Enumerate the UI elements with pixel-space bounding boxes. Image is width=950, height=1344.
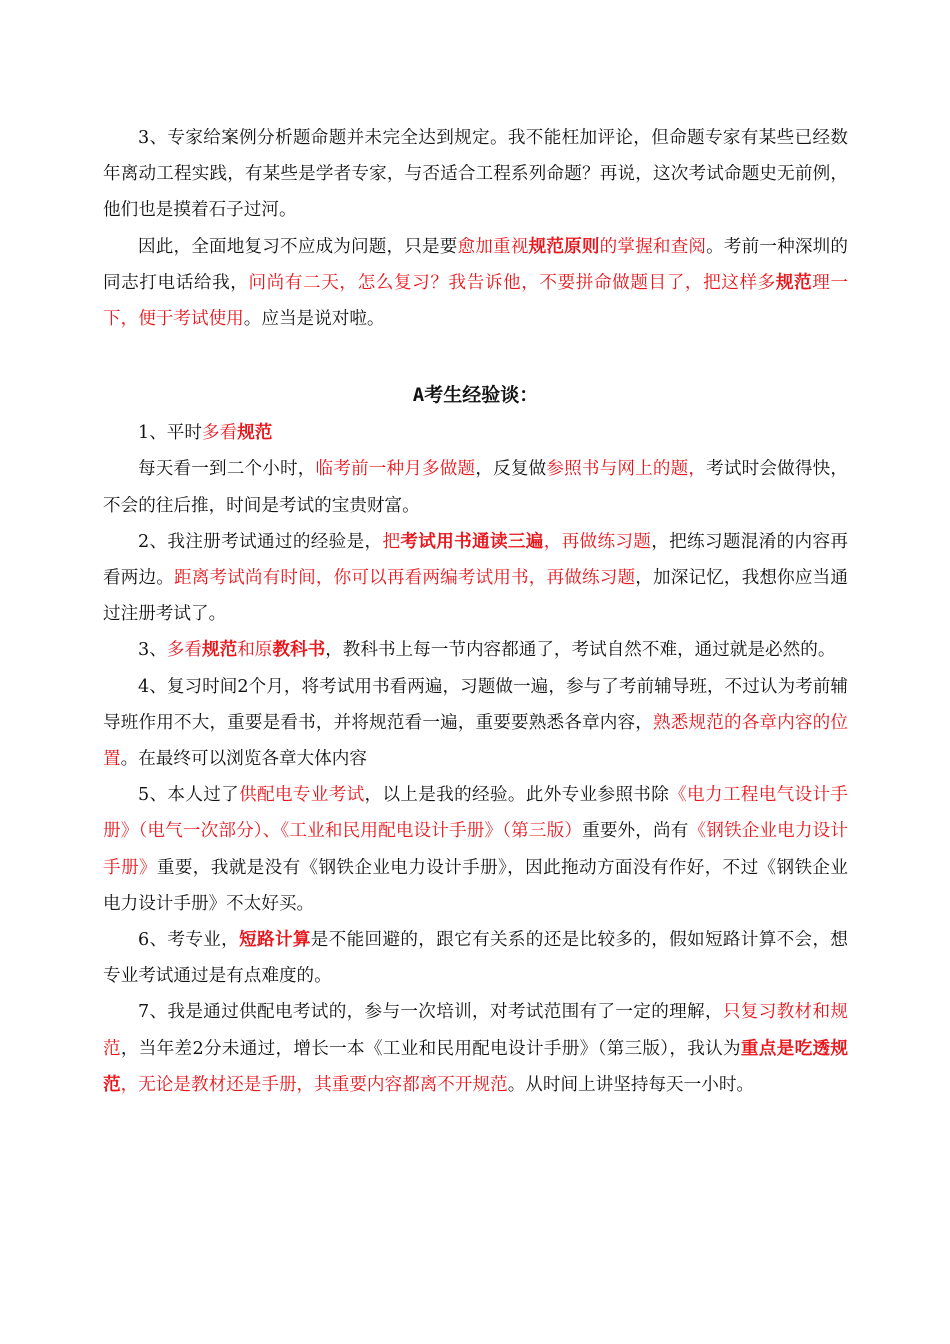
experience-section — [103, 415, 848, 1103]
highlight-run: 短路计算 — [239, 929, 311, 951]
highlight-run: 考试用书通读三遍 — [400, 530, 544, 552]
highlight-run: 《钢铁企业电力设计手册》 — [103, 821, 848, 878]
text-run: 重要外，尚有 — [582, 821, 689, 842]
text-run: ，以上是我的经验。此外专业参照书除 — [364, 785, 670, 806]
text-run: 1、平时 — [138, 423, 202, 444]
text-run: 。从时间上讲坚持每天一小时。 — [507, 1074, 755, 1095]
text-run: 是不能回避的，跟它有关系的还是比较多的，假如短路计算不会，想专业考试通过是有点难度的。 — [103, 930, 848, 987]
highlight-run: 愈加重视 — [457, 236, 529, 257]
highlight-run: 参照书与网上的题， — [546, 459, 707, 480]
highlight-run: 临考前一种月多做题 — [315, 459, 476, 480]
text-run: ，加深记忆，我想你应当通过注册考试了。 — [103, 568, 848, 625]
text-run: ，反复做 — [475, 459, 547, 480]
highlight-run: 重点是吃透规范 — [103, 1037, 848, 1095]
text-run: 3、 — [138, 640, 167, 661]
highlight-run: ，无论是教材还是手册，其重要内容都离不开规范 — [120, 1074, 508, 1095]
highlight-run: 教科书 — [272, 639, 326, 661]
highlight-run: 熟悉规范的各章内容的位置 — [103, 712, 848, 770]
text-run: 2、我注册考试通过的经验是， — [138, 531, 383, 552]
highlight-run: 规范 — [775, 271, 813, 293]
highlight-run: 多看 — [166, 640, 202, 661]
text-run: ，把练习题混淆的内容再看两边。 — [103, 531, 848, 589]
highlight-run: 《电力工程电气设计手册》（电气一次部分）、《工业和民用配电设计手册》（第三版） — [103, 785, 848, 842]
text-run: ，当年差2分未通过，增长一本《工业和民用配电设计手册》（第三版），我认为 — [120, 1038, 741, 1059]
text-run: 4、复习时间2个月，将考试用书看两遍，习题做一遍，参与了考前辅导班，不过认为考前辅导班作用不大，重要是看书，并将规范看一遍，重要要熟悉各章内容， — [103, 676, 848, 733]
highlight-run: 把 — [382, 531, 401, 552]
text-run: 5、本人过了 — [138, 785, 240, 806]
highlight-run: ，再做练习题 — [543, 531, 652, 552]
tip-7 — [103, 994, 848, 1103]
text-run: 。在最终可以浏览各章大体内容 — [120, 749, 367, 770]
highlight-run: 规范原则 — [528, 235, 600, 257]
paragraph-review-advice — [103, 229, 848, 338]
text-run: 3、专家给案例分析题命题并未完全达到规定。我不能枉加评论，但命题专家有某些已经数年离动工程实践，有某些是学者专家，与否适合工程系列命题？再说，这次考试命题史无前例，他们也是摸着石子过河。 — [103, 128, 848, 221]
text-run: 。应当是说对啦。 — [243, 309, 385, 330]
highlight-run: 规范 — [237, 422, 273, 444]
text-run: 因此，全面地复习不应成为问题，只是要 — [138, 236, 458, 257]
intro-section — [103, 120, 848, 337]
tip-1-title — [103, 415, 848, 451]
document-body — [103, 120, 848, 1103]
highlight-run: 理一下，便于考试使用 — [103, 272, 848, 330]
tip-2 — [103, 524, 848, 633]
tip-4 — [103, 669, 848, 778]
paragraph-expert-cases — [103, 120, 848, 229]
text-run: 考试时会做得快，不会的往后推，时间是考试的宝贵财富。 — [103, 459, 848, 516]
highlight-run: 规范 — [202, 639, 238, 661]
highlight-run: 只复习教材和规范 — [103, 1002, 848, 1059]
highlight-run: 和原 — [237, 640, 273, 661]
text-run: 6、考专业， — [138, 930, 240, 951]
highlight-run: 供配电专业考试 — [239, 785, 365, 806]
highlight-run: 多看 — [201, 423, 238, 444]
highlight-run: 问尚有二天，怎么复习？我告诉他，不要拼命做题目了，把这样多 — [248, 272, 776, 293]
text-run: 重要，我就是没有《钢铁企业电力设计手册》，因此拖动方面没有作好，不过《钢铁企业电力设计手册》不太好买。 — [103, 857, 848, 914]
tip-3 — [103, 632, 848, 668]
tip-5 — [103, 777, 848, 922]
highlight-run: 的掌握和查阅 — [599, 236, 707, 257]
highlight-run: 距离考试尚有时间，你可以再看两编考试用书，再做练习题 — [173, 568, 636, 589]
text-run: ，教科书上每一节内容都通了，考试自然不难，通过就是必然的。 — [325, 640, 836, 661]
tip-6 — [103, 922, 848, 994]
text-run: 每天看一到二个小时， — [138, 459, 316, 480]
text-run: 。考前一种深圳的同志打电话给我， — [103, 236, 848, 293]
section-heading: A考生经验谈： — [412, 384, 539, 407]
text-run: 7、我是通过供配电考试的，参与一次培训，对考试范围有了一定的理解， — [138, 1002, 723, 1023]
tip-1-body — [103, 451, 848, 523]
